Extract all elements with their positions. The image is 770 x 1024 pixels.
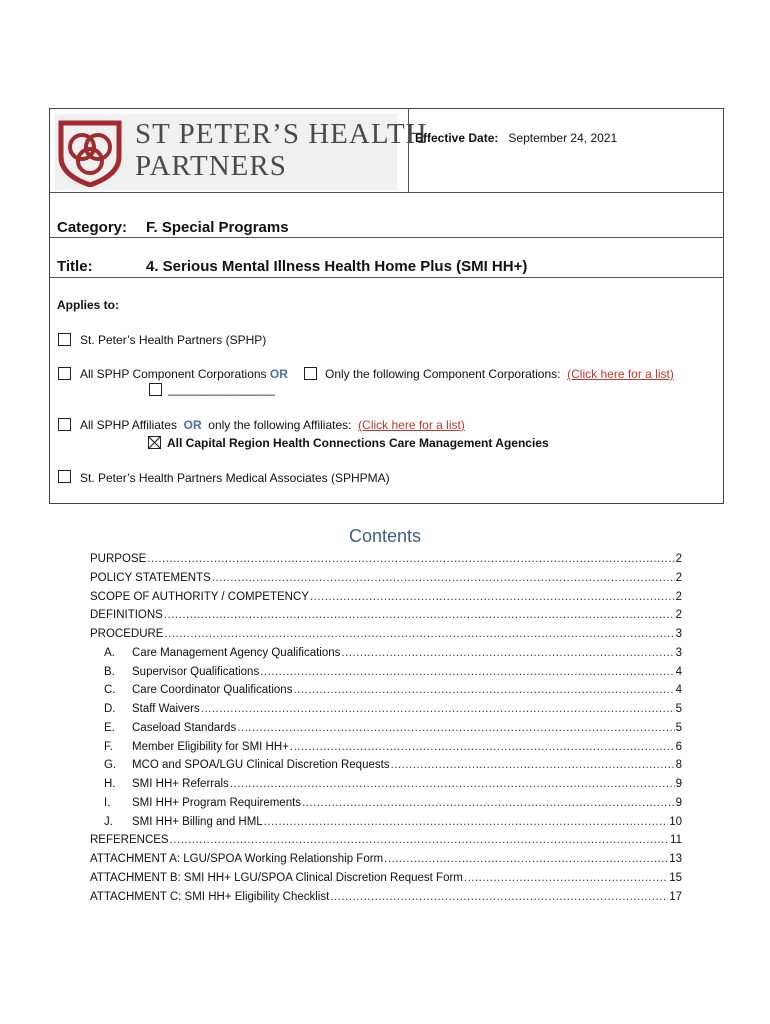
sphpma-checkbox[interactable] xyxy=(58,470,71,483)
toc-entry-text: PURPOSE xyxy=(90,553,147,565)
effective-date xyxy=(415,131,617,145)
toc-entry-text: Staff Waivers xyxy=(132,703,200,715)
toc-entry-page: 2 xyxy=(675,590,682,603)
toc-entry-page: 8 xyxy=(675,759,682,772)
toc-entry[interactable] xyxy=(104,722,682,740)
toc-entry-letter: H. xyxy=(104,778,116,790)
toc-leader-dots xyxy=(310,591,675,603)
toc-entry-text: SCOPE OF AUTHORITY / COMPETENCY xyxy=(90,590,309,603)
toc-entry[interactable] xyxy=(90,834,682,852)
toc-entry[interactable] xyxy=(90,891,682,909)
category-label: Category: xyxy=(57,219,128,236)
toc-leader-dots xyxy=(170,834,669,846)
toc-entry-text: MCO and SPOA/LGU Clinical Discretion Requests xyxy=(132,759,390,772)
toc-entry-page: 5 xyxy=(675,721,682,734)
toc-leader-dots xyxy=(147,553,674,565)
sphpma-label: St. Peter’s Health Partners Medical Associates (SPHPMA) xyxy=(80,471,390,485)
click-list-link[interactable]: (Click here for a list) xyxy=(567,367,674,381)
toc-leader-dots xyxy=(341,647,674,659)
affiliates-all-label: All SPHP Affiliates xyxy=(80,418,177,432)
toc-entry-letter: E. xyxy=(104,721,115,734)
toc-entry-letter: A. xyxy=(104,646,115,659)
category-value: F. Special Programs xyxy=(146,219,289,236)
toc-leader-dots xyxy=(464,872,668,884)
toc-entry-letter: F. xyxy=(104,740,113,753)
sphp-label: St. Peter’s Health Partners (SPHP) xyxy=(80,333,267,347)
toc-entry[interactable] xyxy=(104,666,682,684)
toc-entry-text: ATTACHMENT C: SMI HH+ Eligibility Checklist xyxy=(90,890,330,903)
logo-text-line1: ST PETER’S HEALTH xyxy=(135,118,428,150)
toc-entry-text: REFERENCES xyxy=(90,834,169,847)
click-list-link[interactable]: (Click here for a list) xyxy=(358,418,465,432)
header-divider xyxy=(49,237,724,238)
toc-entry[interactable] xyxy=(90,628,682,646)
toc-entry-page: 2 xyxy=(675,553,682,565)
toc-entry-page: 17 xyxy=(669,890,682,903)
toc-leader-dots xyxy=(302,797,675,809)
affiliates-all-checkbox[interactable] xyxy=(58,418,71,431)
toc-entry-page: 2 xyxy=(675,571,682,584)
header-divider xyxy=(49,277,724,278)
toc-leader-dots xyxy=(212,572,675,584)
capital-region-checkbox-checked[interactable] xyxy=(148,436,161,449)
toc-entry[interactable] xyxy=(90,553,682,571)
toc-entry-page: 9 xyxy=(675,796,682,809)
or-label: OR xyxy=(269,367,288,381)
component-all-label: All SPHP Component Corporations xyxy=(80,367,267,381)
toc-leader-dots xyxy=(264,816,669,828)
toc-leader-dots xyxy=(164,628,674,640)
toc-entry[interactable] xyxy=(90,872,682,890)
component-only-row xyxy=(325,367,674,381)
contents-heading: Contents xyxy=(348,526,422,546)
toc-leader-dots xyxy=(330,891,668,903)
toc-entry-page: 3 xyxy=(675,646,682,659)
toc-entry[interactable] xyxy=(90,591,682,609)
toc-entry-text: Caseload Standards xyxy=(132,721,237,734)
toc-entry-letter: J. xyxy=(104,815,113,828)
toc-leader-dots xyxy=(391,759,675,771)
toc-entry-text: Care Management Agency Qualifications xyxy=(132,646,341,659)
toc-entry-page: 2 xyxy=(675,609,682,622)
toc-entry[interactable] xyxy=(90,572,682,590)
effective-date-value: September 24, 2021 xyxy=(508,131,618,145)
toc-entry-letter: B. xyxy=(104,665,115,678)
toc-entry[interactable] xyxy=(104,684,682,702)
toc-leader-dots xyxy=(290,741,675,753)
toc-entry-text: SMI HH+ Referrals xyxy=(132,778,229,790)
component-all-checkbox[interactable] xyxy=(58,367,71,380)
or-label: OR xyxy=(183,418,202,432)
toc-entry-text: DEFINITIONS xyxy=(90,609,163,622)
check-x-icon xyxy=(148,436,161,449)
toc-entry-letter: G. xyxy=(104,759,117,772)
toc-entry[interactable] xyxy=(104,703,682,721)
toc-leader-dots xyxy=(260,666,674,678)
toc-entry-page: 11 xyxy=(670,834,682,847)
toc-entry-letter: I. xyxy=(104,796,111,809)
toc-entry-page: 6 xyxy=(675,740,682,753)
toc-entry-text: SMI HH+ Program Requirements xyxy=(132,796,302,809)
toc-entry-text: Care Coordinator Qualifications xyxy=(132,684,293,697)
toc-entry-page: 4 xyxy=(675,684,682,697)
toc-entry[interactable] xyxy=(104,759,682,777)
component-all-row xyxy=(80,367,288,381)
toc-entry-page: 13 xyxy=(669,853,682,865)
toc-entry-page: 4 xyxy=(675,665,682,678)
toc-leader-dots xyxy=(237,722,674,734)
toc-entry-text: SMI HH+ Billing and HML xyxy=(132,815,263,828)
affiliates-only-label: only the following Affiliates: xyxy=(208,418,352,432)
toc-entry[interactable] xyxy=(90,609,682,627)
toc-entry-page: 9 xyxy=(675,778,682,790)
component-only-checkbox[interactable] xyxy=(304,367,317,380)
sphp-checkbox[interactable] xyxy=(58,333,71,346)
toc-leader-dots xyxy=(230,778,675,790)
toc-entry-page: 3 xyxy=(675,628,682,640)
logo-text-line2: PARTNERS xyxy=(135,150,287,182)
toc-leader-dots xyxy=(384,853,668,865)
title-value: 4. Serious Mental Illness Health Home Plus (SMI HH+) xyxy=(146,258,528,275)
toc-entry-text: POLICY STATEMENTS xyxy=(90,571,211,584)
toc-entry-page: 15 xyxy=(669,871,682,884)
toc-entry-page: 10 xyxy=(669,815,682,828)
toc-entry-text: ATTACHMENT B: SMI HH+ LGU/SPOA Clinical Discretion Request Form xyxy=(90,871,463,884)
toc-leader-dots xyxy=(293,684,674,696)
toc-entry-text: Member Eligibility for SMI HH+ xyxy=(132,740,289,753)
toc-entry[interactable] xyxy=(104,741,682,759)
toc-leader-dots xyxy=(201,703,675,715)
component-blank-line: ________________ xyxy=(168,382,275,396)
toc-entry-page: 5 xyxy=(675,703,682,715)
toc-entry-text: ATTACHMENT A: LGU/SPOA Working Relationship Form xyxy=(90,853,384,865)
toc-entry-text: PROCEDURE xyxy=(90,628,164,640)
capital-region-label: All Capital Region Health Connections Care Management Agencies xyxy=(167,436,549,450)
header-divider xyxy=(49,192,724,193)
toc-entry[interactable] xyxy=(104,816,682,834)
toc-entry[interactable] xyxy=(104,797,682,815)
toc-entry[interactable] xyxy=(104,778,682,796)
toc-entry[interactable] xyxy=(104,647,682,665)
toc-leader-dots xyxy=(164,609,675,621)
toc-entry-letter: D. xyxy=(104,703,116,715)
effective-date-label: Effective Date: xyxy=(415,131,499,145)
toc-entry-text: Supervisor Qualifications xyxy=(132,665,260,678)
affiliates-row xyxy=(80,418,465,432)
title-label: Title: xyxy=(57,258,93,275)
logo-emblem-icon xyxy=(57,119,123,187)
toc-entry[interactable] xyxy=(90,853,682,871)
applies-to-label: Applies to: xyxy=(57,298,119,312)
toc-entry-letter: C. xyxy=(104,684,116,697)
component-only-label: Only the following Component Corporations: xyxy=(325,367,561,381)
component-blank-checkbox[interactable] xyxy=(149,383,162,396)
